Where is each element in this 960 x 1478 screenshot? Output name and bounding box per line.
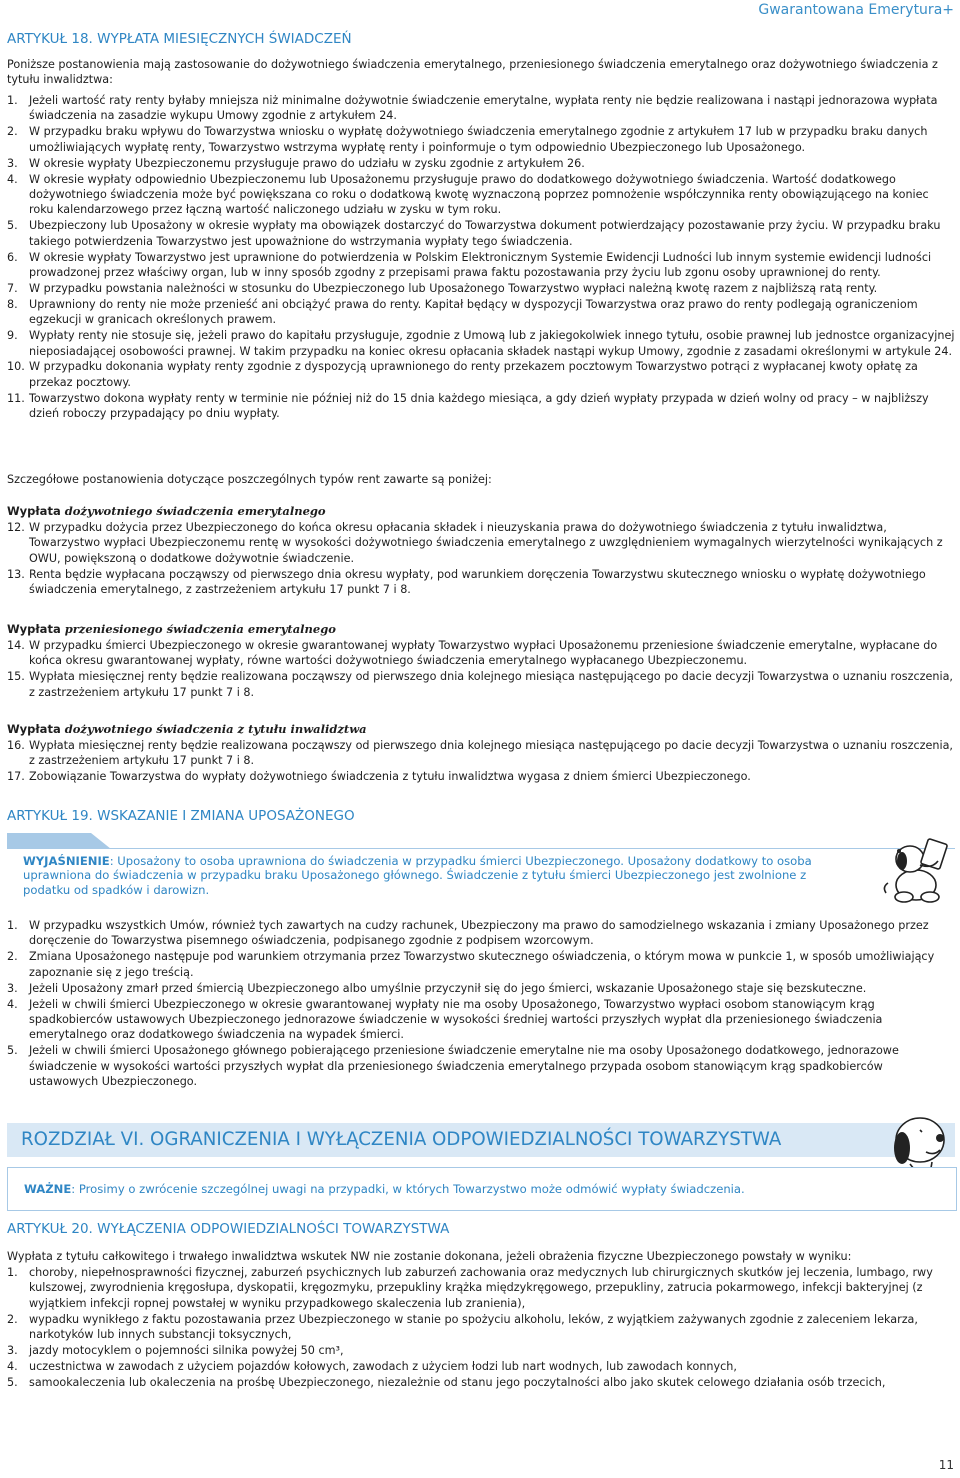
list-item xyxy=(7,328,955,359)
list-item-text: samookaleczenia lub okaleczenia na prośbę Ubezpieczonego, niezależnie od stanu jego poczytalności albo jako skutek celowego działania osób trzecich, xyxy=(29,1375,886,1389)
subhead-lifetime-pension: Wypłata dożywotniego świadczenia emerytalnego xyxy=(7,504,326,518)
list-item xyxy=(7,949,955,980)
list-item-text: Jeżeli w chwili śmierci Ubezpieczonego w okresie gwarantowanej wypłaty nie ma osoby Uposażonego, Towarzystwo wypłaci osobom stanowiącym krąg spadkobierców ustawowych Ubezpieczonego jednorazowe świadczenie w wysokości średniej wartości przyszłych wypłat dla przeniesionego świadczenia emerytalnego oraz dodatkowego świadczenia na wypadek śmierci. xyxy=(29,997,883,1042)
list-item-text: W przypadku braku wpływu do Towarzystwa wniosku o wypłatę dożywotniego świadczenia emerytalnego zgodnie z artykułem 17 lub w przypadku braku danych umożliwiających wypłatę renty, Towarzystwo wstrzyma wypłatę renty i poinformuje o tym odpowiednio Ubezpieczonego lub Uposażonego. xyxy=(29,125,928,154)
snoopy-reading-illustration xyxy=(880,835,954,903)
list-item-number: 1. xyxy=(7,1266,18,1279)
list-item-number: 7. xyxy=(7,281,18,295)
list-item-number: 5. xyxy=(7,1044,18,1058)
list-item-text: W przypadku dożycia przez Ubezpieczonego do końca okresu opłacania składek i nieuzyskania prawa do dożywotniego świadczenia z tytułu inwalidztwa, Towarzystwo wypłaci Ubezpieczonemu rentę w wysokości dożywotniego świadczenia emerytalnego z uwzględnieniem wymagalnych wierzytelności wynikających z OWU, powiększoną o dodatkowe dożywotnie świadczenie. xyxy=(29,521,943,565)
list-item xyxy=(7,918,955,949)
list-item-text: Jeżeli w chwili śmierci Uposażonego głównego pobierającego przeniesione świadczenie emerytalne nie ma osoby Uposażonego dodatkowego, jednorazowe świadczenie w wysokości wartości przyszłych wypłat dla przeniesionego świadczenia emerytalnego przypada osobom stanowiącym krąg spadkobierców ustawowych Ubezpieczonego. xyxy=(29,1044,899,1089)
list-item-number: 16. xyxy=(7,739,25,752)
list-item xyxy=(7,997,955,1043)
list-item-text: Zmiana Uposażonego następuje pod warunkiem otrzymania przez Towarzystwo skutecznego oświadczenia, o którym mowa w punkcie 1, w sposób umożliwiający zapoznanie się z jego treścią. xyxy=(29,950,935,979)
list-item-number: 14. xyxy=(7,639,25,652)
list-item-text: Jeżeli Uposażony zmarł przed śmiercią Ubezpieczonego albo umyślnie przyczynił się do jego śmierci, wskazanie Uposażonego staje się bezskuteczne. xyxy=(29,981,867,995)
list-item xyxy=(7,1265,955,1311)
list-item-number: 1. xyxy=(7,94,18,107)
info-tab-decoration xyxy=(7,833,111,849)
list-item-text: W przypadku powstania należności w stosunku do Ubezpieczonego lub Uposażonego Towarzystwo wypłaci należną kwotę razem z najbliższą ratą renty. xyxy=(29,281,878,295)
list-item-text: W okresie wypłaty Ubezpieczonemu przysługuje prawo do udziału w zysku zgodnie z artykułem 26. xyxy=(29,156,585,170)
list-item-number: 4. xyxy=(7,172,18,186)
brand-header: Gwarantowana Emerytura+ xyxy=(758,2,954,18)
important-box xyxy=(7,1167,957,1211)
list-item-number: 15. xyxy=(7,670,25,684)
list-item-text: uczestnictwa w zawodach z użyciem pojazdów kołowych, zawodach z użyciem łodzi lub nart wodnych, lub zawodach konnych, xyxy=(29,1359,737,1373)
subhead-disability-pension: Wypłata dożywotniego świadczenia z tytułu inwalidztwa xyxy=(7,722,367,736)
details-intro: Szczegółowe postanowienia dotyczące poszczególnych typów rent zawarte są poniżej: xyxy=(7,473,492,486)
subhead-transferred-pension-list xyxy=(7,638,955,701)
list-item xyxy=(7,172,955,218)
list-item-text: W przypadku śmierci Ubezpieczonego w okresie gwarantowanej wypłaty Towarzystwo wypłaci Uposażonemu przeniesione świadczenie emerytalne, wypłacane do końca okresu gwarantowanej wypłaty, równe wartości dożywotniego świadczenia emerytalnego wypłacanego Ubezpieczonemu. xyxy=(29,639,938,668)
list-item xyxy=(7,981,955,996)
list-item-number: 4. xyxy=(7,1359,18,1373)
list-item-text: Uprawniony do renty nie może przenieść ani obciążyć prawa do renty. Kapitał będący w dyspozycji Towarzystwa oraz prawo do renty podlegają ograniczeniom egzekucji w granicach określonych prawem. xyxy=(29,297,918,327)
list-item xyxy=(7,738,955,769)
list-item xyxy=(7,769,955,784)
page-number: 11 xyxy=(938,1458,954,1472)
list-item-text: Ubezpieczony lub Uposażony w okresie wypłaty ma obowiązek dostarczyć do Towarzystwa dokument potwierdzający pozostawanie przy życiu. W przypadku braku takiego potwierdzenia Towarzystwo jest upoważnione do wstrzymania wypłaty tego świadczenia. xyxy=(29,219,941,248)
list-item-number: 3. xyxy=(7,1344,18,1358)
list-item-text: Wypłaty renty nie stosuje się, jeżeli prawo do kapitału przysługuje, zgodnie z Umową lub z jakiegokolwiek innego tytułu, osobie prawnej lub jednostce organizacyjnej nieposiadającej osobowości prawnej. W takim przypadku na koniec okresu opłacania składek nastąpi wykup Umowy, zgodnie z zasadami określonymi w artykule 24. xyxy=(29,329,955,358)
list-item-number: 17. xyxy=(7,770,25,784)
list-item xyxy=(7,250,955,281)
list-item-text: Zobowiązanie Towarzystwa do wypłaty dożywotniego świadczenia z tytułu inwalidztwa wygasa z dniem śmierci Ubezpieczonego. xyxy=(29,770,751,784)
list-item-number: 4. xyxy=(7,997,18,1011)
article-19-list xyxy=(7,918,955,1090)
list-item xyxy=(7,638,955,669)
list-item-number: 2. xyxy=(7,125,18,139)
list-item-text: wypadku wynikłego z faktu pozostawania przez Ubezpieczonego w stanie po spożyciu alkoholu, leków, z wyjątkiem zażywanych zgodnie z zaleceniem lekarza, narkotyków lub innych substancji toksycznych, xyxy=(29,1312,918,1342)
list-item-number: 6. xyxy=(7,250,18,264)
list-item xyxy=(7,520,955,566)
list-item xyxy=(7,391,955,422)
list-item xyxy=(7,669,955,700)
list-item xyxy=(7,156,955,171)
list-item-text: jazdy motocyklem o pojemności silnika powyżej 50 cm³, xyxy=(29,1344,344,1358)
list-item-text: Wypłata miesięcznej renty będzie realizowana począwszy od pierwszego dnia kolejnego miesiąca następującego po dacie decyzji Towarzystwa o uznaniu roszczenia, z zastrzeżeniem artykułu 17 punkt 7 i 8. xyxy=(29,670,953,699)
list-item-number: 5. xyxy=(7,219,18,233)
list-item-number: 13. xyxy=(7,567,25,581)
list-item-text: W przypadku wszystkich Umów, również tych zawartych na cudzy rachunek, Ubezpieczony ma prawo do samodzielnego wskazania i zmiany Uposażonego przez doręczenie do Towarzystwa pisemnego oświadczenia, podpisanego zgodnie z podpisem wzorcowym. xyxy=(29,919,929,948)
explanation-box xyxy=(7,848,955,897)
list-item xyxy=(7,1359,955,1374)
subhead-transferred-pension: Wypłata przeniesionego świadczenia emerytalnego xyxy=(7,622,336,636)
list-item-number: 12. xyxy=(7,521,25,534)
article-20-title: ARTYKUŁ 20. WYŁĄCZENIA ODPOWIEDZIALNOŚCI TOWARZYSTWA xyxy=(7,1221,450,1237)
list-item xyxy=(7,1312,955,1343)
list-item xyxy=(7,1375,955,1390)
chapter-6-title: ROZDZIAŁ VI. OGRANICZENIA I WYŁĄCZENIA ODPOWIEDZIALNOŚCI TOWARZYSTWA xyxy=(21,1129,782,1150)
list-item-number: 8. xyxy=(7,297,18,311)
list-item-number: 5. xyxy=(7,1375,18,1389)
article-18-list xyxy=(7,93,955,422)
list-item xyxy=(7,359,955,390)
list-item xyxy=(7,93,955,124)
article-20-list xyxy=(7,1265,955,1391)
explanation-text: WYJAŚNIENIE: Uposażony to osoba uprawniona do świadczenia w przypadku śmierci Ubezpieczonego. Uposażony dodatkowy to osoba uprawniona do świadczenia w przypadku braku Uposażonego głównego. Świadczenie z tytułu śmierci Ubezpieczonego jest zwolnione z podatku od spadków i darowizn. xyxy=(23,854,812,897)
list-item-text: Wypłata miesięcznej renty będzie realizowana począwszy od pierwszego dnia kolejnego miesiąca następującego po dacie decyzji Towarzystwa o uznaniu roszczenia, z zastrzeżeniem artykułu 17 punkt 7 i 8. xyxy=(29,739,953,768)
list-item-number: 2. xyxy=(7,1312,18,1326)
list-item-number: 2. xyxy=(7,950,18,964)
article-19-title: ARTYKUŁ 19. WSKAZANIE I ZMIANA UPOSAŻONEGO xyxy=(7,808,355,824)
list-item-text: Jeżeli wartość raty renty byłaby mniejsza niż minimalne dożywotnie świadczenie emerytalne, wypłata renty nie będzie realizowana i nastąpi jednorazowa wypłata świadczenia na zasadzie wykupu Umowy zgodnie z artykułem 24. xyxy=(29,94,938,123)
list-item xyxy=(7,297,955,328)
list-item xyxy=(7,1343,955,1358)
list-item-text: choroby, niepełnosprawności fizycznej, zaburzeń psychicznych lub zaburzeń zachowania oraz medycznych lub chirurgicznych skutków jej leczenia, lumbago, rwy kulszowej, zwyrodnienia kręgosłupa, dyskopatii, kręgozmyku, przepukliny krążka międzykręgowego, przepukliny, zatrucia pokarmowego, infekcji bakteryjnej (z wyjątkiem infekcji ropnej powstałej w wyniku przypadkowego skaleczenia lub zranienia), xyxy=(29,1266,933,1310)
list-item-text: W okresie wypłaty odpowiednio Ubezpieczonemu lub Uposażonemu przysługuje prawo do dodatkowego dożywotniego świadczenia. Wartość dodatkowego dożywotniego świadczenia może być powiększana co roku o dodatkową kwotę wyznaczoną poprzez pomnożenie współczynnika renty obowiązującego na koniec roku kalendarzowego przez łączną wartość naliczonego udziału w zysku w tym roku. xyxy=(29,172,929,217)
list-item xyxy=(7,567,955,598)
list-item-text: Towarzystwo dokona wypłaty renty w terminie nie później niż do 15 dnia każdego miesiąca, a gdy dzień wypłaty przypada w dzień wolny od pracy – w najbliższy dzień roboczy przypadający po dniu wypłaty. xyxy=(29,391,929,421)
snoopy-head-illustration xyxy=(880,1108,954,1176)
list-item xyxy=(7,1043,955,1089)
list-item-number: 11. xyxy=(7,391,25,405)
list-item-text: W przypadku dokonania wypłaty renty zgodnie z dyspozycją uprawnionego do renty przekazem pocztowym Towarzystwo potrąci z wypłacanej kwoty opłatę za przekaz pocztowy. xyxy=(29,360,918,389)
list-item-number: 3. xyxy=(7,156,18,170)
list-item xyxy=(7,124,955,155)
article-18-title: ARTYKUŁ 18. WYPŁATA MIESIĘCZNYCH ŚWIADCZEŃ xyxy=(7,31,352,47)
chapter-6-band xyxy=(7,1123,955,1157)
list-item-number: 9. xyxy=(7,329,18,343)
list-item-number: 3. xyxy=(7,981,18,995)
list-item-text: Renta będzie wypłacana począwszy od pierwszego dnia okresu wypłaty, pod warunkiem doręczenia Towarzystwu skutecznego wniosku o wypłatę dożywotniego świadczenia emerytalnego, z zastrzeżeniem artykułu 17 punkt 7 i 8. xyxy=(29,567,926,597)
important-text: WAŻNE: Prosimy o zwrócenie szczególnej uwagi na przypadki, w których Towarzystwo może odmówić wypłaty świadczenia. xyxy=(24,1182,745,1196)
list-item xyxy=(7,218,955,249)
article-18-intro: Poniższe postanowienia mają zastosowanie do dożywotniego świadczenia emerytalnego, przeniesionego świadczenia emerytalnego oraz dożywotniego świadczenia z tytułu inwalidztwa: xyxy=(7,58,938,87)
subhead-lifetime-pension-list xyxy=(7,520,955,598)
list-item-number: 10. xyxy=(7,360,25,374)
list-item-text: W okresie wypłaty Towarzystwo jest uprawnione do potwierdzenia w Polskim Elektronicznym Systemie Ewidencji Ludności lub innym systemie ewidencji ludności prowadzonej przez właściwy organ, lub w inny sposób zgodny z przepisami prawa faktu pozostawania przy życiu lub zgonu osoby uprawnionej do renty. xyxy=(29,250,932,279)
article-20-intro: Wypłata z tytułu całkowitego i trwałego inwalidztwa wskutek NW nie zostanie dokonana, jeżeli obrażenia fizyczne Ubezpieczonego powstały w wyniku: xyxy=(7,1250,852,1263)
list-item xyxy=(7,281,955,296)
list-item-number: 1. xyxy=(7,919,18,932)
subhead-disability-pension-list xyxy=(7,738,955,785)
